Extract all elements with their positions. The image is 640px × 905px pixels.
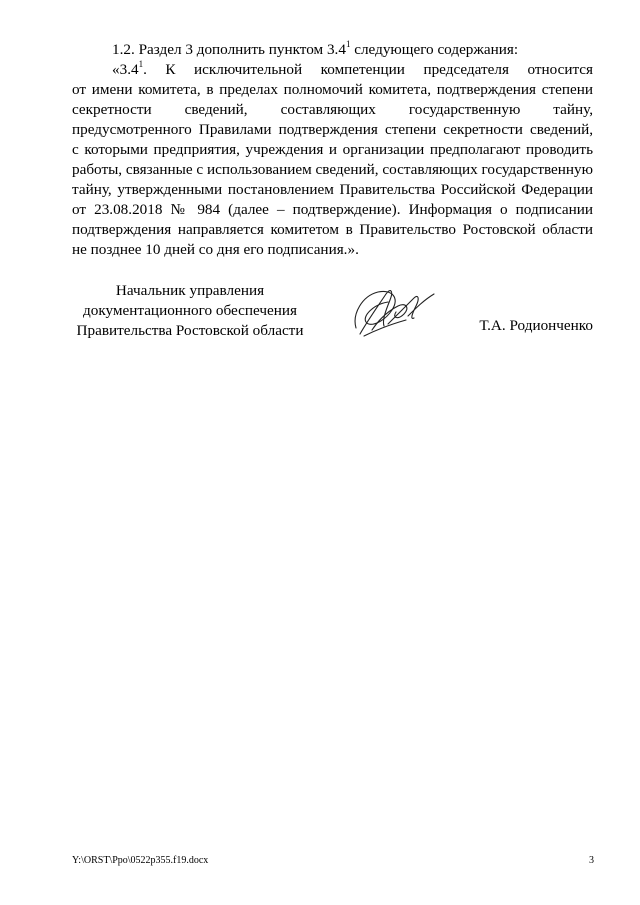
page-number: 3 [589, 855, 594, 866]
footer-file-path: Y:\ORST\Ppo\0522p355.f19.docx [72, 855, 209, 866]
paragraph-clause-first-line: «$3.4^1$. К исключительной компетенции председателя относится [112, 60, 593, 78]
position-line: Начальник управления [115, 282, 265, 299]
paragraph-line: тайну, утвержденными постановлением Правительства Российской Федерации [72, 181, 593, 198]
paragraph-line: с которыми предприятия, учреждения и организации предполагают проводить [72, 141, 593, 158]
paragraph-line: от имени комитета, в пределах полномочий комитета, подтверждения степени [72, 81, 593, 98]
paragraph-line: секретности сведений, составляющих государственную тайну, [72, 101, 593, 118]
paragraph-amendment-intro: 1.2. Раздел 3 дополнить пунктом $3.4^1$ следующего содержания: [112, 39, 519, 58]
paragraph-line: работы, связанные с использованием сведений, составляющих государственную [72, 161, 593, 178]
superscript: 1 [345, 39, 351, 49]
signatory-position [66, 281, 314, 341]
signer-name: Т.А. Родионченко [479, 317, 593, 334]
paragraph-line: предусмотренного Правилами подтверждения степени секретности сведений, [72, 121, 593, 138]
paragraph-last-line: не позднее 10 дней со дня его подписания.». [72, 241, 359, 258]
paragraph-line: от 23.08.2018 № 984 (далее – подтверждение). Информация о подписании [72, 201, 593, 218]
superscript: 1 [138, 60, 144, 69]
position-line: документационного обеспечения [83, 302, 297, 319]
position-line: Правительства Ростовской области [76, 322, 304, 339]
handwritten-signature [348, 280, 438, 342]
paragraph-line: подтверждения направляется комитетом в Правительство Ростовской области [72, 221, 593, 238]
